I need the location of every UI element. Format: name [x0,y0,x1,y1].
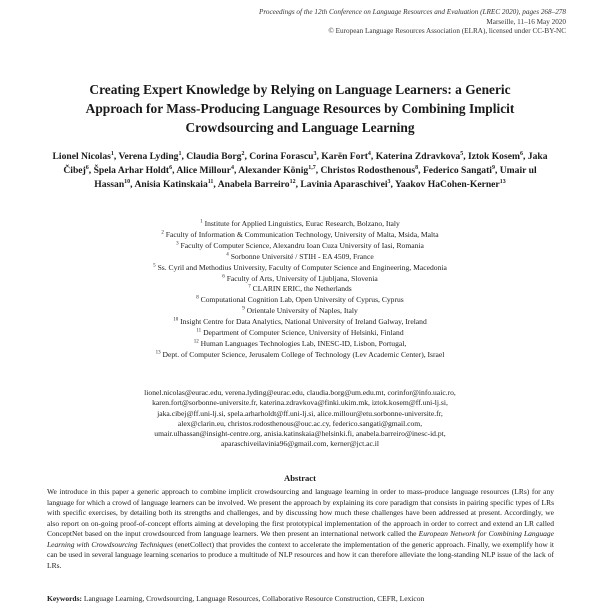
email-line: aparaschiveilavinia96@gmail.com, kerner@jct.ac.il [221,439,379,449]
author-affiliation-number: 1,7 [308,164,316,171]
author-affiliation-number: 2 [241,150,245,157]
author-separator: , [181,151,187,162]
affiliation [40,317,560,328]
author-name: Alice Millour [176,165,231,176]
author-separator: , [315,165,321,176]
affiliation [40,284,560,295]
copyright-line: © European Language Resources Association (ELRA), licensed under CC-BY-NC [328,27,566,36]
email-line: karen.fort@sorbonne-universite.fr, katerina.zdravkova@finki.ukim.mk, iztok.kosem@ff.uni-lj.si, [152,398,448,408]
author [395,179,506,190]
affiliation-text: Insight Centre for Data Analytics, National University of Ireland Galway, Ireland [180,317,427,327]
affiliation-number: 5 [153,263,156,269]
affiliation [40,219,560,230]
author-separator: , [390,179,395,190]
keywords [47,594,554,604]
proceedings-location: Marseille, 11–16 May 2020 [486,17,566,26]
author-name: Karën Fort [321,151,368,162]
author [321,165,423,176]
author [94,165,177,176]
affiliation-text: Orientale University of Naples, Italy [246,306,358,316]
author [218,179,301,190]
affiliation-text: Faculty of Information & Communication Technology, University of Malta, Msida, Malta [165,229,439,239]
abstract-body [47,487,554,571]
affiliation-text: Human Languages Technologies Lab, INESC-ID, Lisbon, Portugal, [200,338,407,348]
affiliation-text: Institute for Applied Linguistics, Eurac Research, Bolzano, Italy [204,219,400,228]
affiliation-number: 2 [161,230,164,236]
affiliation-text: Department of Computer Science, University of Helsinki, Finland [203,328,404,338]
affiliation-text: Faculty of Computer Science, Alexandru Ioan Cuza University of Iasi, Romania [180,240,424,250]
affiliation-number: 3 [176,241,179,247]
author-name: Anisia Katinskaia [134,179,208,190]
author-affiliation-number: 9 [491,164,495,171]
author-name: Umair ul Hassan [94,165,537,190]
abstract-text: We introduce in this paper a generic approach to combine implicit crowdsourcing and language learning in order to mass-produce language resources (LRs) for any language for which a crowd of language learners can be involved. We present the approach by explaining its core paradigm that consists in pairing specific types of LRs with specific exercises, by detailing both its strengths and challenges, and by discussing how much these challenges have been addressed at present. Accordingly, we also report on on-going proof-of-concept efforts aiming at developing the first prototypical implementation of the approach in order to correct and extend an LR called ConceptNet based on the input crowdsourced from language learners. We then present an international network called the [47,487,554,538]
paper-title [50,80,550,137]
author [321,151,375,162]
affiliation-text: CLARIN ERIC, the Netherlands [252,284,352,294]
abstract-text: (enetCollect) that provides the context to accelerate the implementation of the generic approach. Finally, we exemplify how it can be used in several language learning scenarios to produce a multitude of NLP resources and how it can therefore alleviate the long-standing NLP issue of the lack of LRs. [47,539,554,570]
author-separator: , [494,165,500,176]
author-name: Iztok Kosem [468,151,520,162]
affiliation-text: Ss. Cyril and Methodius University, Faculty of Computer Science and Engineering, Macedonia [157,262,447,272]
affiliation-number: 12 [193,339,199,345]
affiliation [40,350,560,361]
title-line: Crowdsourcing and Language Learning [185,120,415,135]
author-name: Katerina Zdravkova [375,151,461,162]
affiliation-text: Dept. of Computer Science, Jerusalem College of Technology (Lev Academic Center), Israel [162,349,445,359]
email-line: lionel.nicolas@eurac.edu, verena.lyding@eurac.edu, claudia.borg@um.edu.mt, corinfor@info.uaic.ro, [144,388,456,397]
author-name: Lionel Nicolas [52,151,111,162]
author [249,151,321,162]
author [423,165,500,176]
author-affiliation-number: 3 [387,178,391,185]
affiliation-list [40,219,560,361]
author-affiliation-number: 11 [207,178,214,185]
author-separator: , [88,165,94,176]
affiliation [40,339,560,350]
affiliation-text: Faculty of Arts, University of Ljubljana, Slovenia [226,273,378,283]
affiliation [40,241,560,252]
affiliation [40,230,560,241]
author-separator: , [172,165,177,176]
title-line: Approach for Mass-Producing Language Resources by Combining Implicit [85,101,515,116]
author-affiliation-number: 12 [289,178,296,185]
affiliation [40,263,560,274]
author-separator: , [522,151,528,162]
author [468,151,528,162]
author-name: Corina Forascu [249,151,314,162]
author-separator: , [463,151,468,162]
author-separator: , [113,151,119,162]
author-separator: , [418,165,423,176]
affiliation-number: 8 [196,295,199,301]
author [176,165,238,176]
author-affiliation-number: 5 [460,150,464,157]
affiliation-number: 9 [242,306,245,312]
keywords-label: Keywords: [47,594,82,603]
author-affiliation-number: 6 [169,164,173,171]
author-name: Jaka Čibej [63,151,548,176]
proceedings-header [259,8,566,37]
author-name: Federico Sangati [422,165,492,176]
author-name: Claudia Borg [186,151,242,162]
affiliation [40,295,560,306]
email-line: jaka.cibej@ff.uni-lj.si, spela.arharholdt@ff.uni-lj.si, alice.millour@etu.sorbonne-universite.fr, [157,408,443,418]
email-line: umair.ulhassan@insight-centre.org, anisia.katinskaia@helsinki.fi, anabela.barreiro@inesc-id.pt, [154,429,446,439]
author-affiliation-number: 10 [124,178,131,185]
author-separator: , [130,179,135,190]
affiliation [40,328,560,339]
proceedings-line: Proceedings of the 12th Conference on Language Resources and Evaluation (LREC 2020), pages 268–278 [258,8,566,16]
abstract-heading: Abstract [284,473,316,483]
affiliation-number: 1 [200,219,203,225]
author-affiliation-number: 13 [499,178,506,185]
author-affiliation-number: 1 [110,150,114,157]
author [186,151,249,162]
author-separator: , [370,151,376,162]
email-line: alex@clarin.eu, christos.rodosthenous@ouc.ac.cy, federico.sangati@gmail.com, [177,418,423,428]
author-name: Anabela Barreiro [217,179,290,190]
author [376,151,468,162]
affiliation-text: Computational Cognition Lab, Open University of Cyprus, Cyprus [200,295,404,305]
author-separator: , [244,151,250,162]
affiliation-number: 4 [226,252,229,258]
affiliation [40,274,560,285]
author-separator: , [213,179,218,190]
author-list [46,150,554,192]
author [238,165,320,176]
author-name: Špela Arhar Holdt [93,165,170,176]
author-name: Christos Rodosthenous [320,165,416,176]
author [53,151,119,162]
network-name: European Network for Combining Language Learning with Crowdsourcing Techniques [47,529,555,549]
author-affiliation-number: 3 [313,150,317,157]
author-name: Yaakov HaCohen-Kerner [394,179,500,190]
affiliation [40,306,560,317]
author-affiliation-number: 4 [367,150,371,157]
affiliation-text: Sorbonne Université / STIH - EA 4509, France [230,251,374,261]
author-affiliation-number: 6 [519,150,523,157]
author-affiliation-number: 1 [178,150,182,157]
author-affiliation-number: 4 [231,164,234,171]
author-name: Lavinia Aparaschivei [300,179,388,190]
affiliation-number: 10 [173,317,179,323]
affiliation-number: 6 [222,274,225,279]
author-separator: , [234,165,239,176]
keywords-text: Language Learning, Crowdsourcing, Language Resources, Collaborative Resource Construction, CEFR, Lexicon [83,594,425,603]
author-name: Verena Lyding [118,151,179,162]
title-line: Creating Expert Knowledge by Relying on Language Learners: a Generic [89,82,511,97]
author-separator: , [316,151,322,162]
author [300,179,395,190]
affiliation-number: 7 [248,284,251,290]
affiliation-number: 13 [155,350,161,356]
author-name: Alexander König [238,165,309,176]
affiliation [40,252,560,263]
affiliation-number: 11 [196,328,202,334]
author [119,151,187,162]
author-affiliation-number: 8 [415,164,419,171]
author [134,179,217,190]
author-affiliation-number: 6 [85,164,89,171]
author-separator: , [295,179,301,190]
email-list [40,388,560,450]
